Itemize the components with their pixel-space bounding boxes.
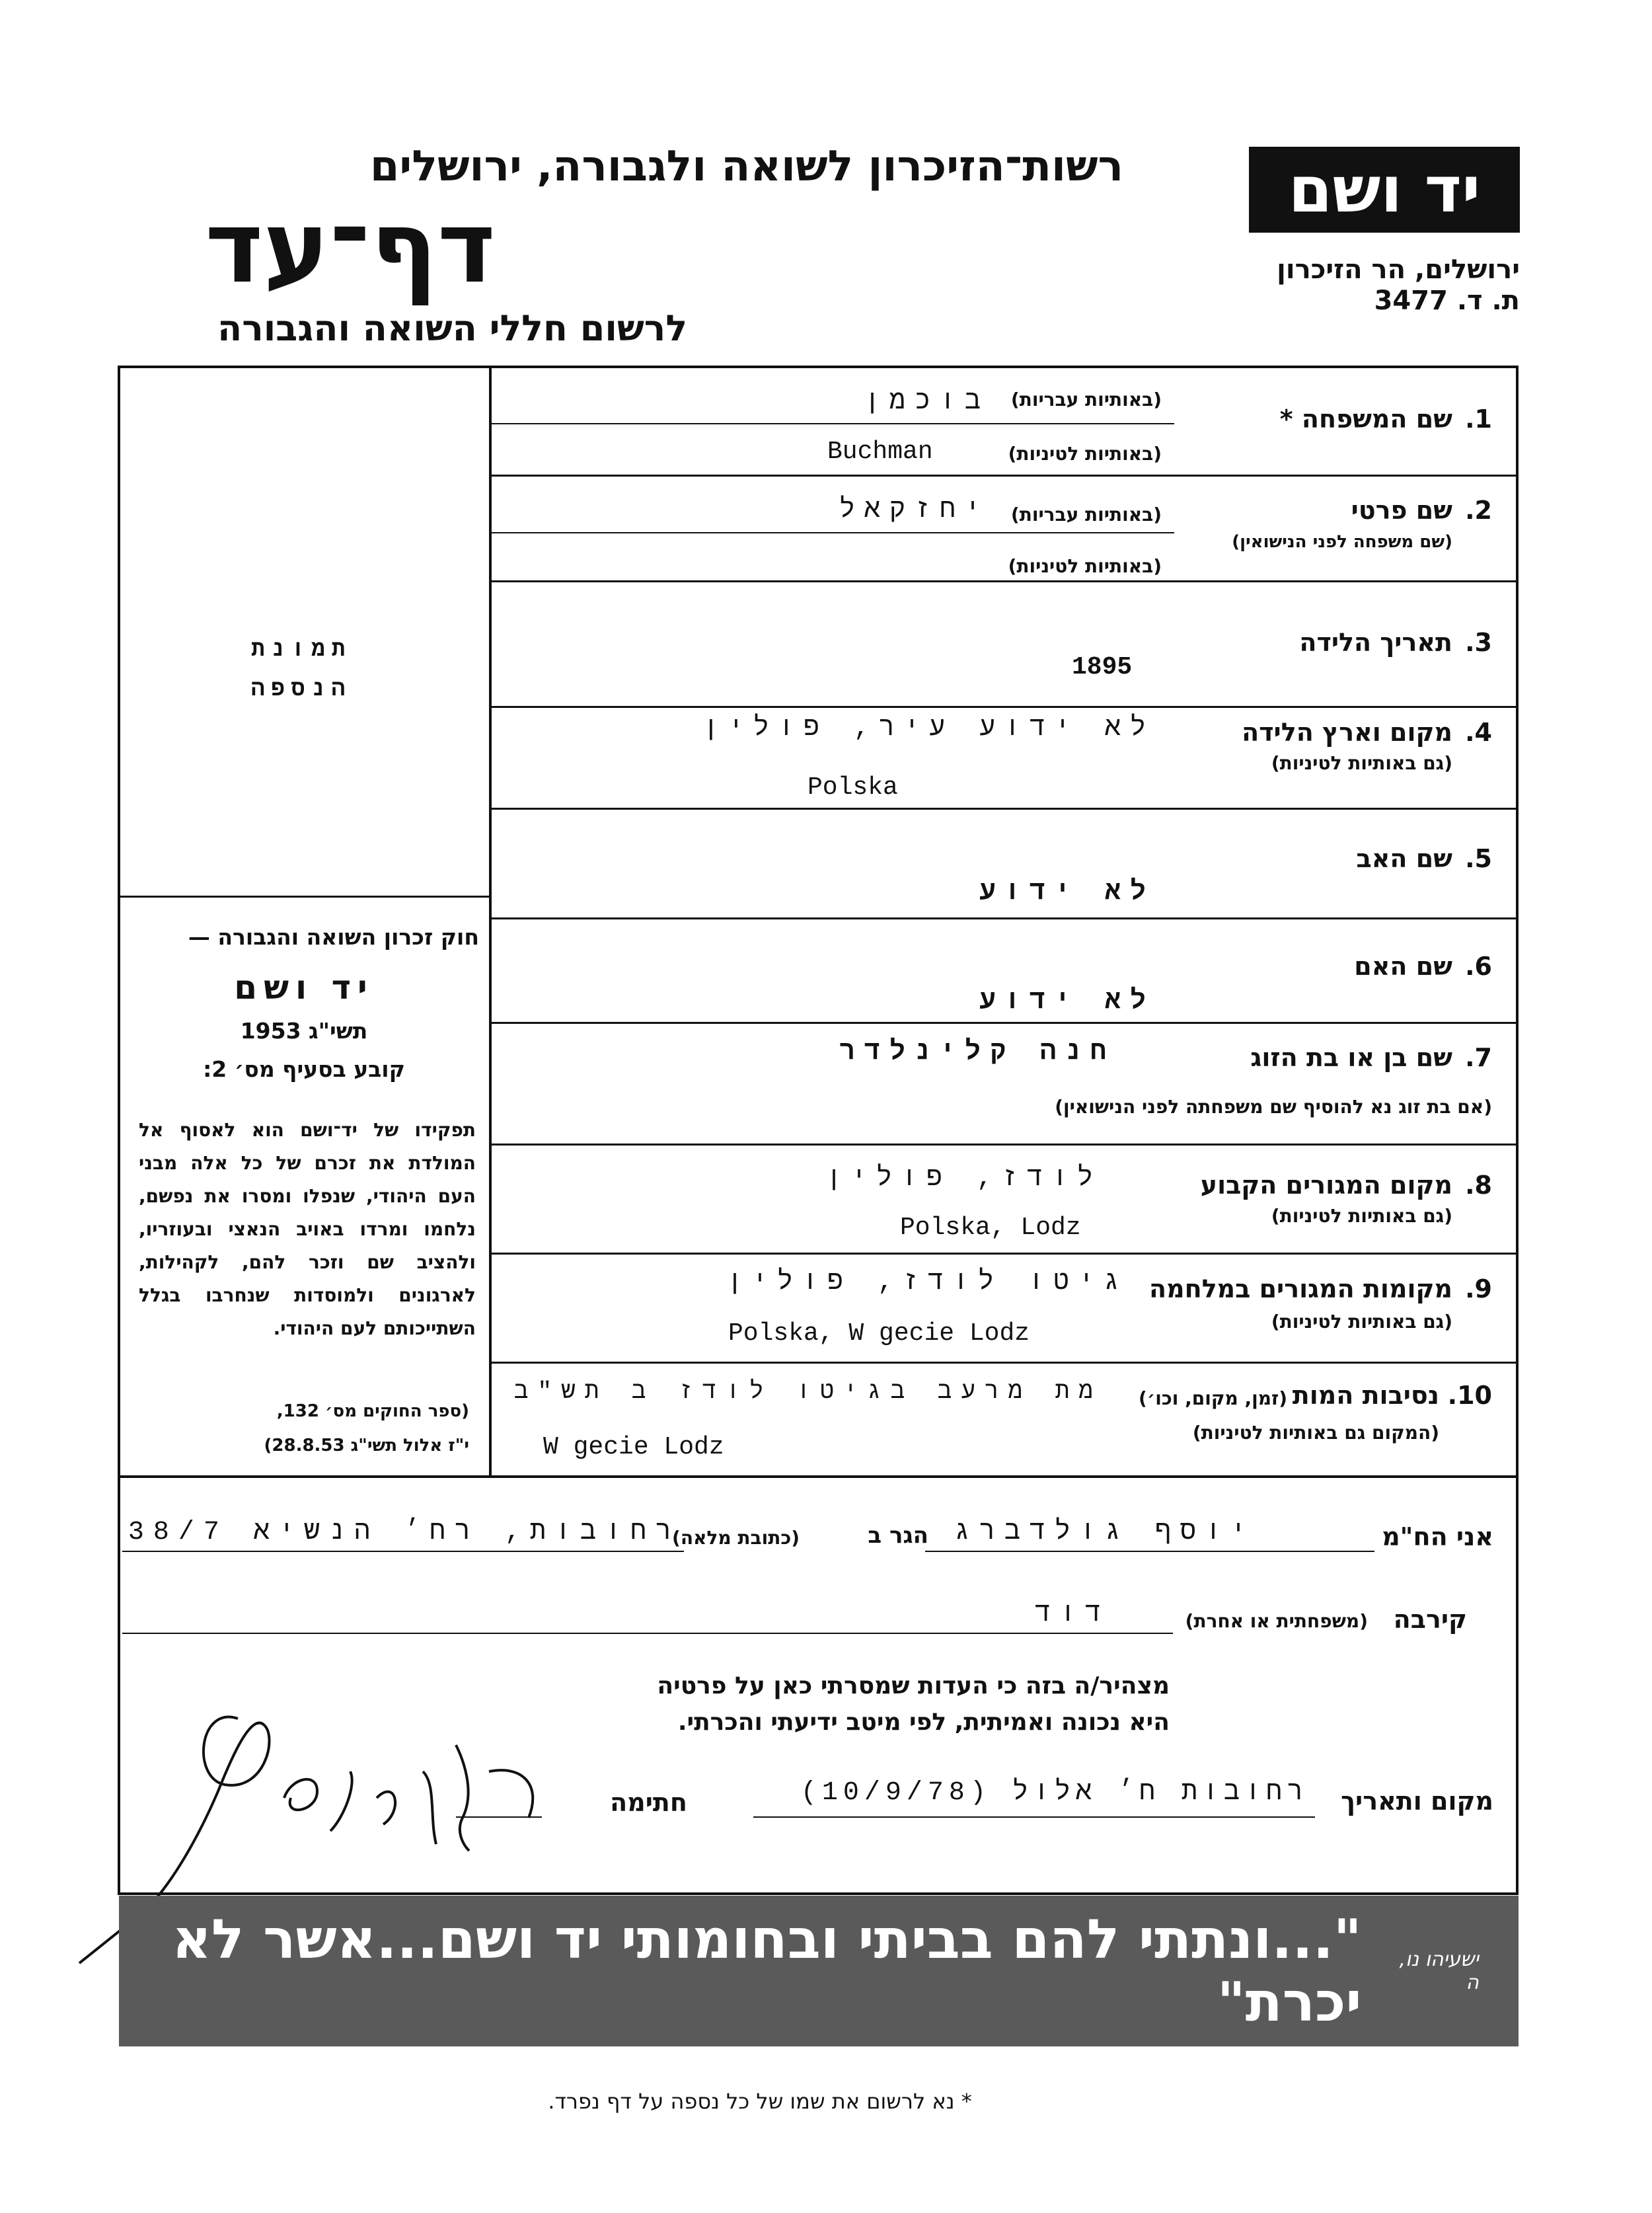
footnote: * נא לרשום את שמו של כל נספה על דף נפרד. xyxy=(548,2089,972,2114)
field-4-label: מקום וארץ הלידה xyxy=(1242,718,1452,747)
relation-fill-line xyxy=(122,1633,1173,1634)
relation-value[interactable]: דוד xyxy=(1034,1600,1110,1629)
field-2-value-hebrew[interactable]: יחזקאל xyxy=(839,496,990,525)
field-9-sub: (גם באותיות לטיניות) xyxy=(1271,1311,1452,1333)
law-body: תפקידו של יד־ושם הוא לאסוף אל המולדת את זכרם של כל אלה מבני העם היהודי, שנפלו ומסרו את נפשם, נלחמו ומרדו באויב הנאצי ובעוזריו, ולהציב שם וזכר להם, לקהילות, לארגונים ולמוסדות שנחרבו בגלל השתייכותם לעם היהודי. xyxy=(139,1119,476,1339)
banner-quote: "...ונתתי להם בביתי ובחומותי יד ושם...אשר לא יכרת" xyxy=(172,1908,1362,2034)
field-3-label: תאריך הלידה xyxy=(1299,628,1452,657)
declaration-i-label: אני הח"מ xyxy=(1382,1522,1493,1551)
field-3 xyxy=(490,582,1519,706)
relation-label: קירבה xyxy=(1393,1605,1467,1634)
photo-label-2: הנספה xyxy=(251,678,352,703)
field-10-value-hebrew[interactable]: מת מרעב בגיטו לודז ב תש"ב xyxy=(513,1378,1102,1405)
relation-hint: (משפחתית או אחרת) xyxy=(1185,1610,1368,1632)
field-7 xyxy=(490,1023,1519,1144)
field-3-number: 3. xyxy=(1465,628,1492,657)
field-8 xyxy=(490,1145,1519,1253)
field-8-label: מקום המגורים הקבוע xyxy=(1200,1171,1452,1200)
law-source: (ספר החוקים מס׳ 132, xyxy=(276,1401,469,1421)
logo xyxy=(1249,147,1520,233)
field-6-label: שם האם xyxy=(1354,952,1452,981)
photo-divider xyxy=(119,896,489,898)
statement-line-2: היא נכונה ואמיתית, לפי מיטב ידיעתי והכרתי. xyxy=(677,1709,1170,1736)
field-9 xyxy=(490,1255,1519,1362)
po-box: ת. ד. 3477 xyxy=(1374,286,1520,316)
field-7-value[interactable]: חנה קלינלדר xyxy=(839,1038,1115,1068)
law-clause: קובע בסעיף מס׳ 2: xyxy=(203,1056,405,1082)
living-label: הגר ב xyxy=(868,1522,928,1549)
law-title: חוק זכרון השואה והגבורה — xyxy=(188,924,479,950)
logo-text: יד ושם xyxy=(1288,153,1481,227)
field-2-label: שם פרטי xyxy=(1351,496,1452,525)
field-1-label: שם המשפחה * xyxy=(1279,405,1452,434)
place-date-fill-line xyxy=(753,1816,1315,1818)
field-6-number: 6. xyxy=(1465,952,1492,981)
law-name: יד ושם xyxy=(234,968,374,1007)
declarant-address[interactable]: רחובות, רח׳ הנשיא 38/7 xyxy=(128,1518,681,1547)
address-line: ירושלים, הר הזיכרון xyxy=(1277,254,1520,285)
field-2 xyxy=(490,483,1519,582)
field-5 xyxy=(490,810,1519,917)
field-6 xyxy=(490,919,1519,1022)
field-1-number: 1. xyxy=(1465,405,1492,434)
field-1-value-latin[interactable]: Buchman xyxy=(827,438,933,466)
address-hint: (כתובת מלאה) xyxy=(672,1527,800,1549)
field-9-value-latin[interactable]: Polska, W gecie Lodz xyxy=(728,1319,1030,1348)
banner-source: ישעיהו נו, ה xyxy=(1399,1948,1479,1994)
field-2-hint-latin: (באותיות לטיניות) xyxy=(1008,555,1162,577)
field-9-number: 9. xyxy=(1465,1274,1492,1303)
declarant-name[interactable]: יוסף גולדברג xyxy=(954,1518,1256,1547)
field-4-sub: (גם באותיות לטיניות) xyxy=(1271,752,1452,774)
field-7-sub: (אם בת זוג נא להוסיף שם משפחתה לפני הנישואין) xyxy=(1055,1096,1492,1118)
org-title: רשות־הזיכרון לשואה ולגבורה, ירושלים xyxy=(369,142,1123,191)
field-10-label-extra: (זמן, מקום, וכו׳) xyxy=(1139,1387,1287,1409)
field-2-sub: (שם משפחה לפני הנישואין) xyxy=(1232,532,1452,552)
field-10 xyxy=(490,1364,1519,1475)
field-9-label: מקומות המגורים במלחמה xyxy=(1148,1274,1452,1303)
field-7-label: שם בן או בת הזוג xyxy=(1250,1043,1452,1072)
field-5-value[interactable]: לא ידוע xyxy=(979,878,1155,908)
field-3-value[interactable]: 1895 xyxy=(1072,653,1133,681)
field-2-hint-hebrew: (באותיות עבריות) xyxy=(1010,504,1162,525)
field-4-value-latin[interactable]: Polska xyxy=(807,773,898,802)
field-5-number: 5. xyxy=(1465,844,1492,873)
field-10-label: נסיבות המות xyxy=(1292,1381,1439,1410)
field-10-value-latin[interactable]: W gecie Lodz xyxy=(543,1433,724,1461)
field-4-number: 4. xyxy=(1465,718,1492,747)
law-date: י"ז אלול תשי"ג 28.8.53) xyxy=(264,1436,469,1456)
place-date-label: מקום ותאריך xyxy=(1341,1787,1493,1816)
field-10-number: 10. xyxy=(1447,1381,1492,1410)
form-subtitle: לרשום חללי השואה והגבורה xyxy=(217,307,687,349)
field-9-value-hebrew[interactable]: גיטו לודז, פולין xyxy=(726,1268,1129,1298)
fields-bottom xyxy=(119,1475,1519,1478)
field-1 xyxy=(490,383,1519,476)
field-8-sub: (גם באותיות לטיניות) xyxy=(1271,1205,1452,1227)
field-8-number: 8. xyxy=(1465,1171,1492,1200)
quote-banner xyxy=(119,1896,1519,2046)
field-1-hint-latin: (באותיות לטיניות) xyxy=(1008,443,1162,465)
signature-label: חתימה xyxy=(610,1788,687,1817)
form-title: דף־עד xyxy=(205,190,496,305)
field-10-sub: (המקום גם באותיות לטיניות) xyxy=(1192,1422,1439,1444)
statement-line-1: מצהיר/ה בזה כי העדות שמסרתי כאן על פרטיה xyxy=(657,1672,1170,1699)
law-year: תשי"ג 1953 xyxy=(240,1018,368,1044)
field-7-number: 7. xyxy=(1465,1043,1492,1072)
field-8-value-hebrew[interactable]: לודז, פולין xyxy=(825,1164,1102,1194)
field-2-number: 2. xyxy=(1465,496,1492,525)
field-8-value-latin[interactable]: Polska, Lodz xyxy=(900,1214,1081,1242)
name-fill-line xyxy=(925,1551,1374,1552)
field-1-hint-hebrew: (באותיות עבריות) xyxy=(1010,389,1162,410)
field-1-value-hebrew[interactable]: בוכמן xyxy=(864,387,990,417)
address-fill-line xyxy=(122,1551,684,1552)
photo-label-1: תמונת xyxy=(251,638,352,663)
field-4-value-hebrew[interactable]: לא ידוע עיר, פולין xyxy=(702,714,1155,744)
field-4 xyxy=(490,707,1519,808)
field-5-label: שם האב xyxy=(1356,844,1452,873)
place-date-value[interactable]: רחובות ח׳ אלול (10/9/78) xyxy=(800,1778,1308,1808)
field-6-value[interactable]: לא ידוע xyxy=(979,987,1155,1017)
